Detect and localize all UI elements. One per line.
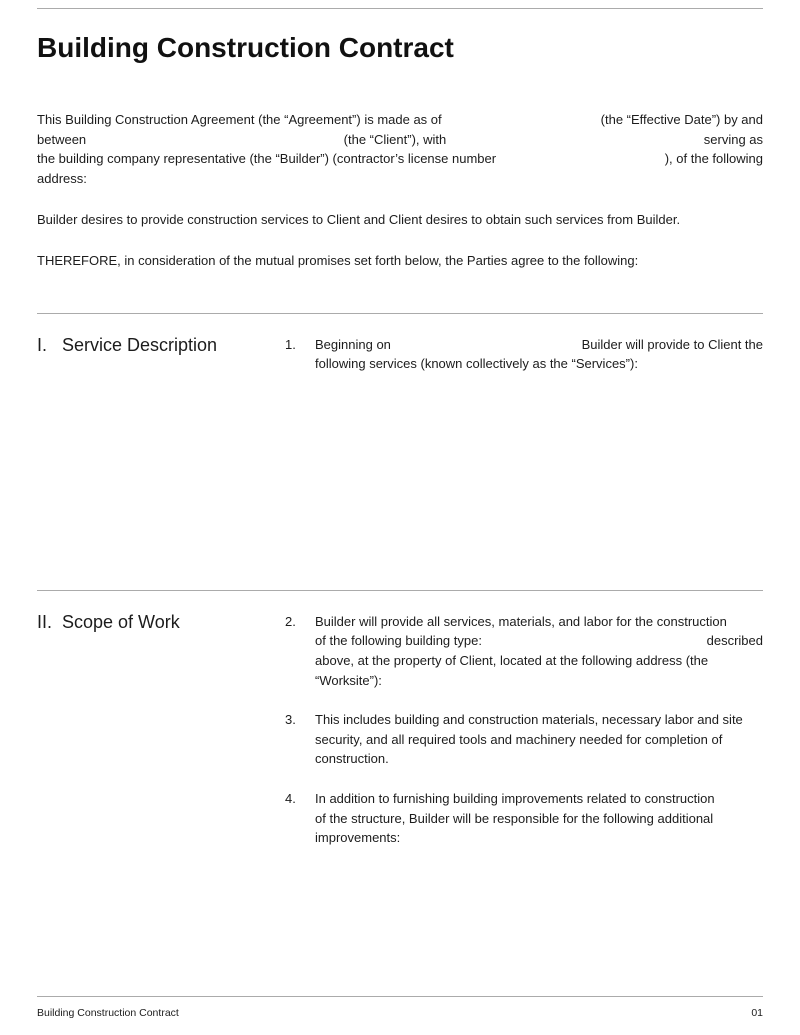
- item-2-line-3: above, at the property of Client, located at the following address (the: [315, 652, 709, 668]
- item-1-line-1-text-a: Beginning on: [315, 336, 391, 352]
- section-heading-label: Scope of Work: [62, 611, 180, 632]
- item-number: 3.: [285, 712, 296, 728]
- page-number: 01: [751, 1007, 763, 1019]
- section-divider-1: [37, 313, 763, 314]
- intro-paragraph: [37, 110, 763, 188]
- item-number: 4.: [285, 790, 296, 806]
- item-1-line-1: [315, 335, 763, 355]
- intro-line-1-text-a: This Building Construction Agreement (the “Agreement”) is made as of: [37, 112, 442, 127]
- paragraph-desires: Builder desires to provide construction services to Client and Client desires to obtain such services from Builder.: [37, 212, 681, 228]
- item-4-line-3: improvements:: [315, 830, 401, 846]
- section-heading-scope-of-work: [37, 612, 285, 633]
- item-2-line-2-text-b: described: [706, 633, 763, 649]
- item-body: [315, 789, 763, 848]
- section-service-description: [37, 335, 763, 374]
- intro-line-2: [37, 130, 763, 150]
- item-1-line-1-text-b: Builder will provide to Client the: [581, 336, 763, 352]
- intro-line-1-text-b: (the “Effective Date”) by and: [600, 112, 763, 127]
- item-2-line-1: Builder will provide all services, materials, and labor for the construction: [315, 613, 727, 629]
- item-number: 1.: [285, 336, 296, 352]
- item-2-line-2-text-a: of the following building type:: [315, 633, 482, 649]
- intro-line-2-text-a: between: [37, 131, 87, 147]
- paragraph-therefore: THEREFORE, in consideration of the mutual promises set forth below, the Parties agree to the following:: [37, 252, 639, 268]
- item-body: [315, 335, 763, 374]
- item-2-line-4: “Worksite”):: [315, 672, 382, 688]
- section-items: [285, 335, 763, 374]
- top-divider: [37, 8, 763, 9]
- blank-client-name[interactable]: [86, 130, 344, 150]
- section-heading-label: Service Description: [62, 334, 218, 355]
- intro-line-2-text-c: serving as: [703, 131, 764, 147]
- intro-line-1: [37, 110, 763, 130]
- document-title: Building Construction Contract: [37, 32, 454, 63]
- item-body: [315, 710, 763, 769]
- section-heading-service-description: [37, 335, 285, 356]
- item-4-line-1: In addition to furnishing building improvements related to construction: [315, 790, 715, 806]
- footer-document-title: Building Construction Contract: [37, 1007, 179, 1019]
- intro-line-3-text-a: the building company representative (the “Builder”) (contractor’s license number: [37, 151, 497, 167]
- item-body: [315, 612, 763, 690]
- blank-license-number[interactable]: [496, 149, 665, 169]
- list-item-1: [285, 335, 763, 374]
- item-number: 2.: [285, 613, 296, 629]
- section-numeral: I.: [37, 334, 48, 355]
- section-numeral: II.: [37, 611, 53, 632]
- list-item-4: [285, 789, 763, 848]
- section-scope-of-work: [37, 612, 763, 848]
- list-item-2: [285, 612, 763, 690]
- intro-line-4: address:: [37, 170, 87, 186]
- blank-builder-name[interactable]: [446, 130, 704, 150]
- intro-line-3: [37, 149, 763, 169]
- section-divider-2: [37, 590, 763, 591]
- blank-building-type[interactable]: [482, 631, 707, 651]
- item-1-line-2: following services (known collectively as the “Services”):: [315, 356, 638, 372]
- item-4-line-2: of the structure, Builder will be responsible for the following additional: [315, 810, 714, 826]
- section-items: [285, 612, 763, 848]
- item-3-line-1: This includes building and construction materials, necessary labor and site: [315, 712, 743, 728]
- item-2-line-2: [315, 631, 763, 651]
- blank-effective-date[interactable]: [442, 110, 601, 130]
- list-item-3: [285, 710, 763, 769]
- intro-line-2-text-b: (the “Client”), with: [343, 131, 447, 147]
- footer: [37, 996, 763, 1020]
- blank-beginning-date[interactable]: [391, 335, 582, 355]
- intro-line-3-text-b: ), of the following: [664, 151, 763, 167]
- item-3-line-2: security, and all required tools and machinery needed for completion of: [315, 731, 723, 747]
- item-3-line-3: construction.: [315, 751, 389, 767]
